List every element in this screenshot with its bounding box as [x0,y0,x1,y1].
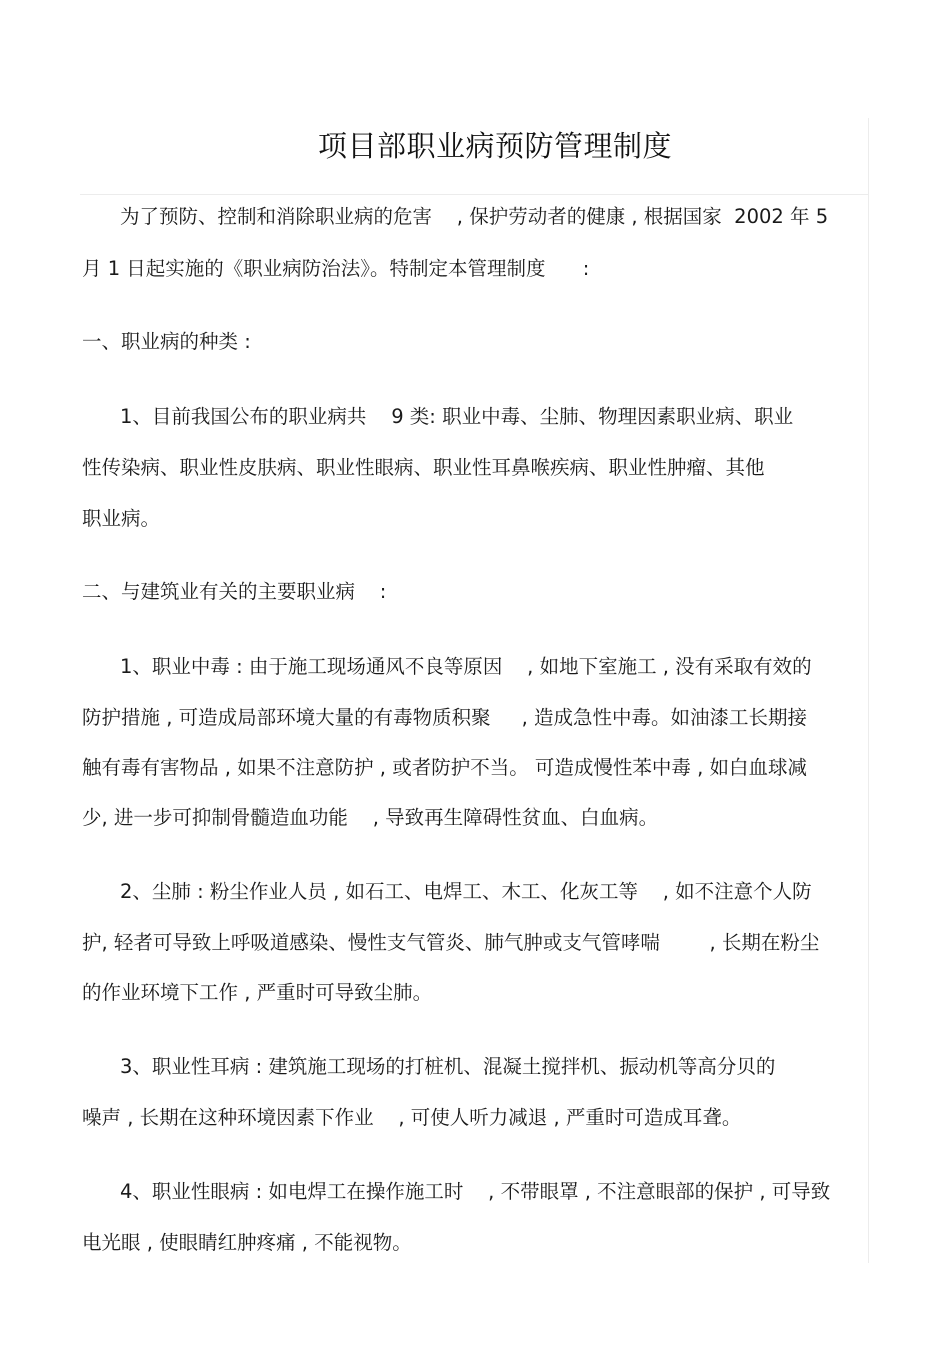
section-2-item-4-line-1: 4、职业性眼病 : 如电焊工在操作施工时 , 不带眼罩 , 不注意眼部的保护 , 可导致 [120,1180,831,1203]
document-title: 项目部职业病预防管理制度 [317,129,672,163]
section-1-item-1-line-2: 性传染病、职业性皮肤病、职业性眼病、职业性耳鼻喉疾病、职业性肿瘤、其他 [82,456,765,479]
section-2-item-2-line-2: 护, 轻者可导致上呼吸道感染、慢性支气管炎、肺气肿或支气管哮喘 , 长期在粉尘 [82,931,820,954]
section-1-item-1-line-3: 职业病。 [82,507,161,530]
section-2-item-1-line-2: 防护措施 , 可造成局部环境大量的有毒物质积聚 , 造成急性中毒。如油漆工长期接 [82,706,807,729]
section-2-item-2-line-3: 的作业环境下工作 , 严重时可导致尘肺。 [82,981,433,1004]
section-1-heading: 一、职业病的种类 : [82,330,251,353]
section-2-item-4-line-2: 电光眼 , 使眼睛红肿疼痛 , 不能视物。 [82,1231,412,1254]
section-2-item-2-line-1: 2、尘肺 : 粉尘作业人员 , 如石工、电焊工、木工、化灰工等 , 如不注意个人防 [120,880,812,903]
section-2-item-3-line-1: 3、职业性耳病 : 建筑施工现场的打桩机、混凝土搅拌机、振动机等高分贝的 [120,1055,776,1078]
section-2-item-1-line-1: 1、职业中毒 : 由于施工现场通风不良等原因 , 如地下室施工 , 没有采取有效的 [120,655,812,678]
intro-line-1: 为了预防、控制和消除职业病的危害 , 保护劳动者的健康 , 根据国家 2002 年 5 [120,205,829,228]
section-2-item-1-line-3: 触有毒有害物品 , 如果不注意防护 , 或者防护不当。 可造成慢性苯中毒 , 如白血球减 [82,756,807,779]
page-border-right [868,118,869,1263]
section-2-item-3-line-2: 噪声 , 长期在这种环境因素下作业 , 可使人听力减退 , 严重时可造成耳聋。 [82,1106,742,1129]
intro-line-2: 月 1 日起实施的《职业病防治法》。特制定本管理制度 : [82,257,590,280]
page-border-top [80,194,869,195]
section-2-heading: 二、与建筑业有关的主要职业病 : [82,580,387,603]
section-1-item-1-line-1: 1、目前我国公布的职业病共 9 类: 职业中毒、尘肺、物理因素职业病、职业 [120,405,794,428]
section-2-item-1-line-4: 少, 进一步可抑制骨髓造血功能 , 导致再生障碍性贫血、白血病。 [82,806,659,829]
